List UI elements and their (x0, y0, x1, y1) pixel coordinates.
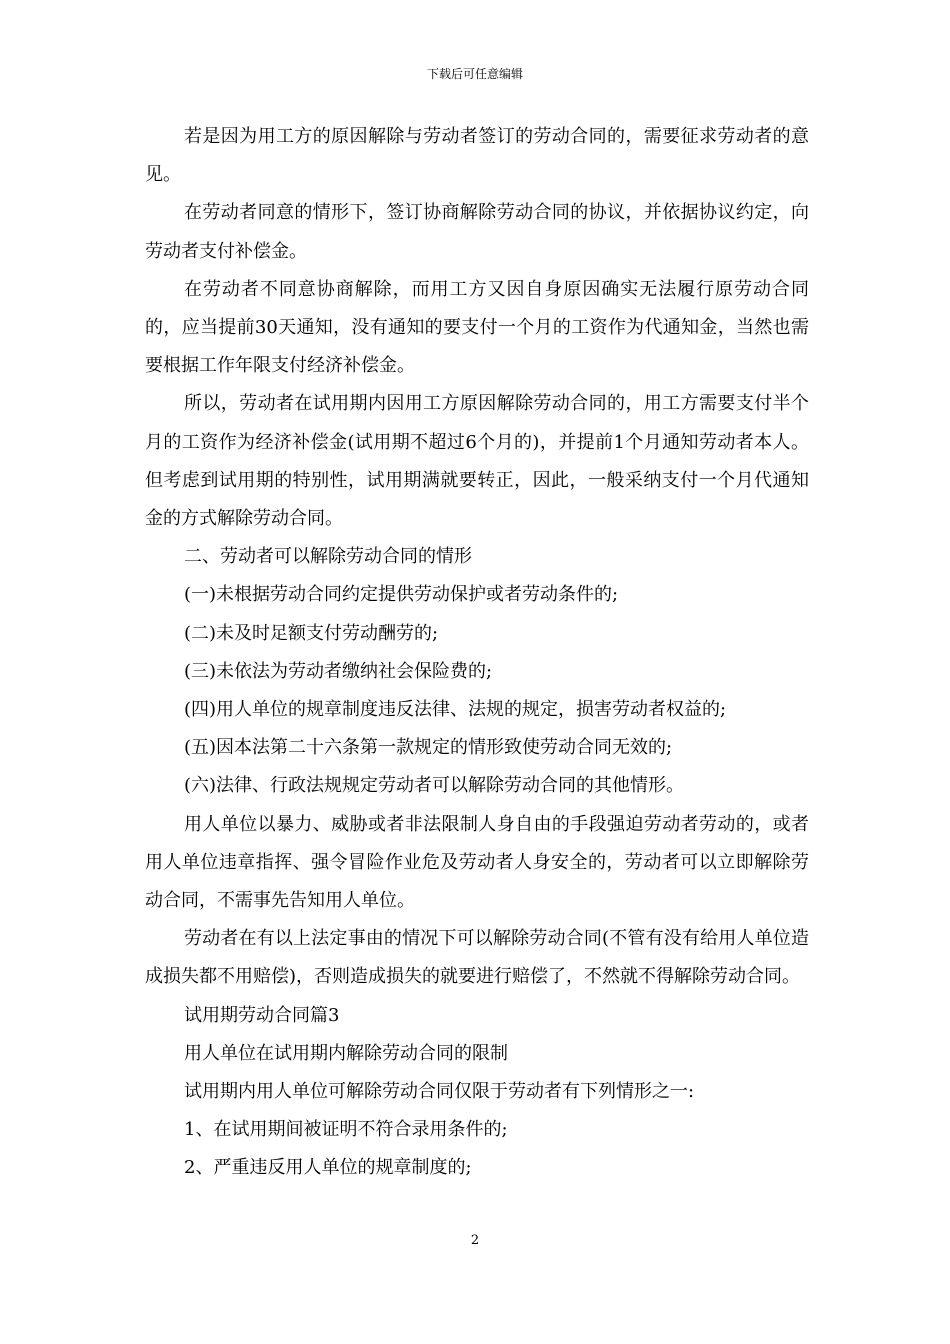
list-item: (四)用人单位的规章制度违反法律、法规的规定，损害劳动者权益的; (184, 699, 727, 721)
paragraph: 用人单位以暴力、威胁或者非法限制人身自由的手段强迫劳动者劳动的，或者用人单位违章指挥、强令冒险作业危及劳动者人身安全的，劳动者可以立即解除劳动合同，不需事先告知用人单位。 (145, 813, 809, 912)
section-heading: 试用期劳动合同篇3 (184, 1004, 340, 1026)
list-item: (六)法律、行政法规规定劳动者可以解除劳动合同的其他情形。 (184, 775, 685, 797)
page-header: 下载后可任意编辑 (426, 67, 523, 81)
paragraph: 在劳动者同意的情形下，签订协商解除劳动合同的协议，并依据协议约定，向劳动者支付补偿金。 (145, 202, 809, 262)
paragraph: 所以，劳动者在试用期内因用工方原因解除劳动合同的，用工方需要支付半个月的工资作为经济补偿金(试用期不超过6个月的)，并提前1个月通知劳动者本人。但考虑到试用期的特别性，试用期满就要转正，因此，一般采纳支付一个月代通知金的方式解除劳动合同。 (145, 393, 809, 530)
paragraph: 试用期内用人单位可解除劳动合同仅限于劳动者有下列情形之一: (184, 1081, 695, 1103)
section-heading: 二、劳动者可以解除劳动合同的情形 (184, 546, 472, 568)
paragraph: 劳动者在有以上法定事由的情况下可以解除劳动合同(不管有没有给用人单位造成损失都不用赔偿)，否则造成损失的就要进行赔偿了，不然就不得解除劳动合同。 (145, 928, 809, 988)
list-item: (一)未根据劳动合同约定提供劳动保护或者劳动条件的; (184, 584, 619, 606)
paragraph: 在劳动者不同意协商解除，而用工方又因自身原因确实无法履行原劳动合同的，应当提前30天通知，没有通知的要支付一个月的工资作为代通知金，当然也需要根据工作年限支付经济补偿金。 (145, 278, 809, 377)
page-number: 2 (470, 1233, 480, 1248)
paragraph: 用人单位在试用期内解除劳动合同的限制 (184, 1042, 508, 1064)
list-item: 1、在试用期间被证明不符合录用条件的; (184, 1119, 508, 1141)
list-item: (三)未依法为劳动者缴纳社会保险费的; (184, 660, 493, 682)
paragraph: 若是因为用工方的原因解除与劳动者签订的劳动合同的，需要征求劳动者的意见。 (145, 126, 809, 186)
list-item: (五)因本法第二十六条第一款规定的情形致使劳动合同无效的; (184, 737, 673, 759)
list-item: (二)未及时足额支付劳动酬劳的; (184, 622, 439, 644)
document-body (145, 118, 809, 1188)
list-item: 2、严重违反用人单位的规章制度的; (184, 1157, 472, 1179)
